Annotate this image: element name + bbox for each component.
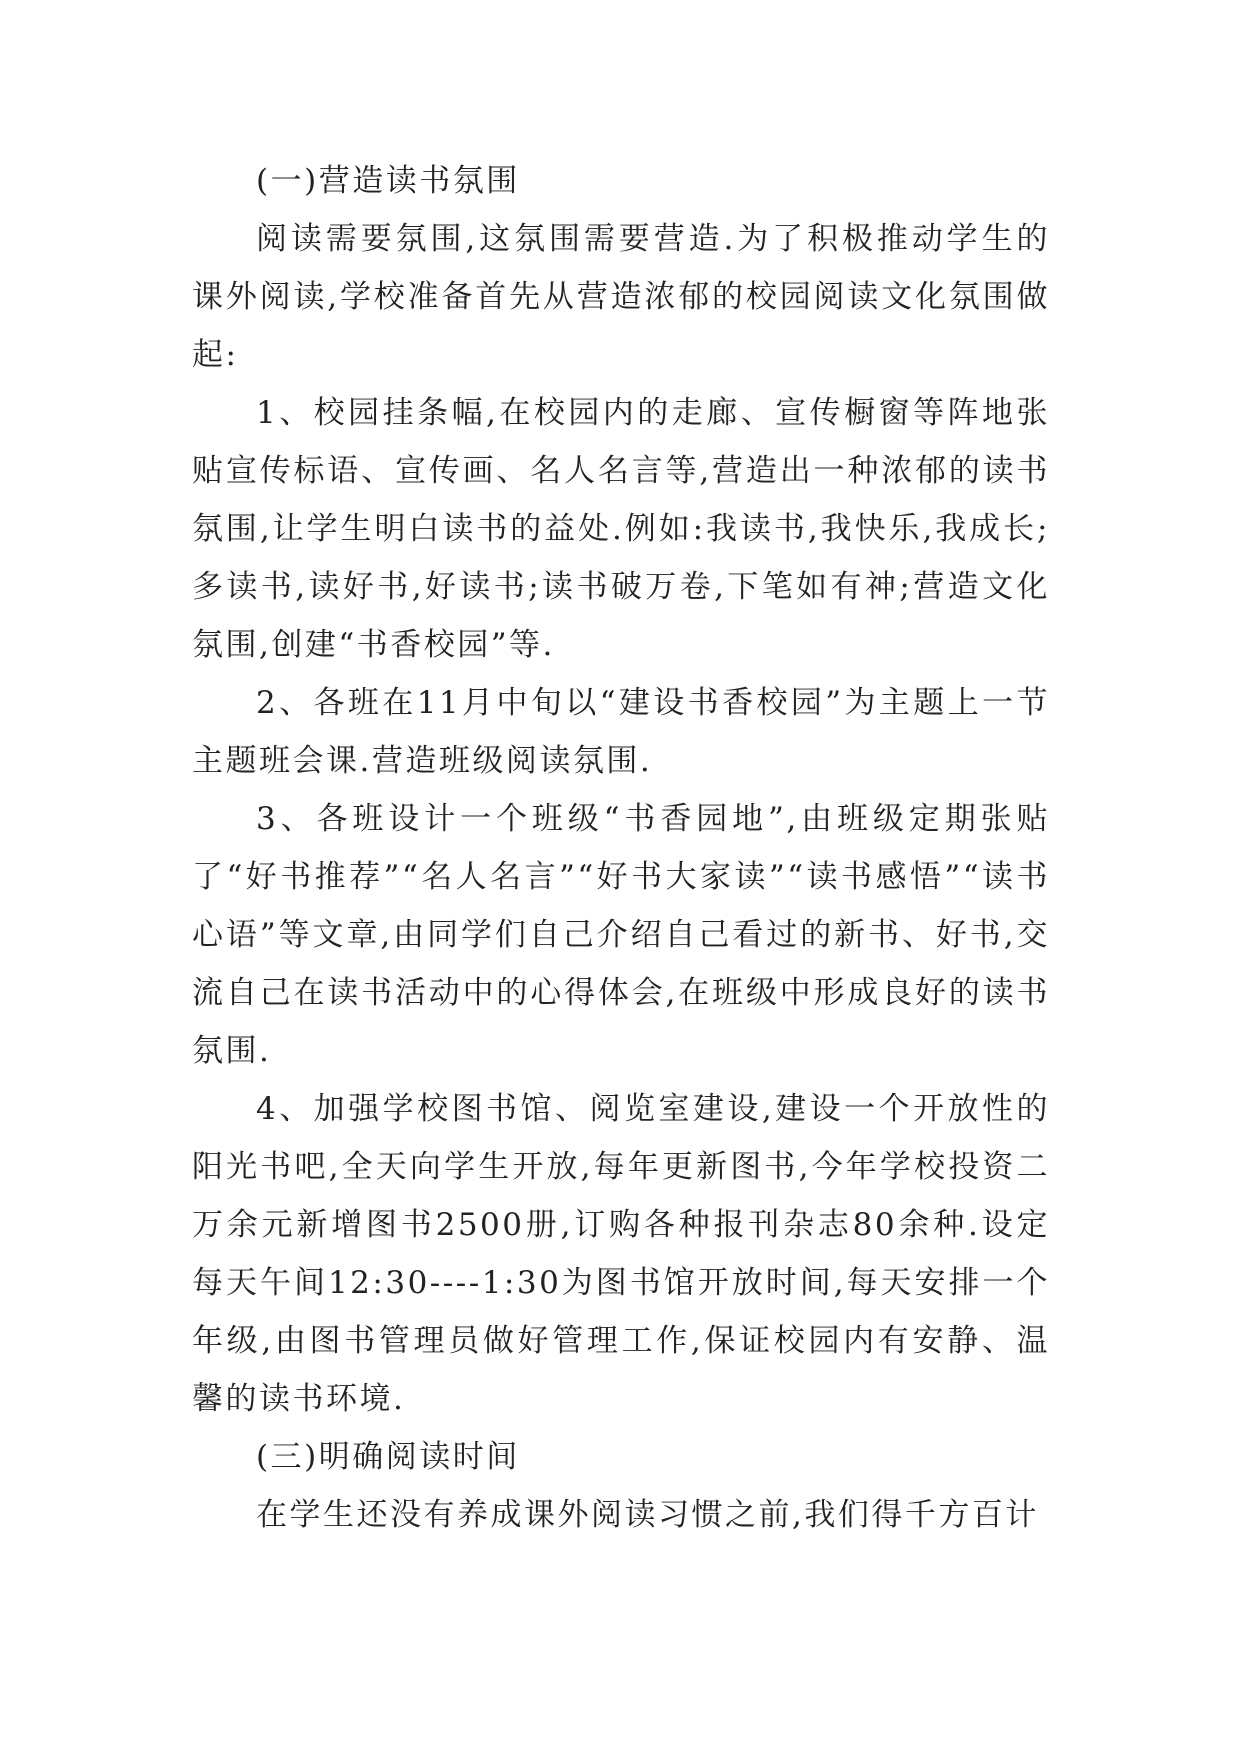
document-body (192, 152, 1050, 1544)
section-heading-reading-time: (三)明确阅读时间 (256, 1439, 520, 1475)
paragraph-item-4: 4、加强学校图书馆、阅览室建设,建设一个开放性的阳光书吧,全天向学生开放,每年更新图书,今年学校投资二万余元新增图书2500册,订购各种报刊杂志80余种.设定每天午间12:30----1:30为图书馆开放时间,每天安排一个年级,由图书管理员做好管理工作,保证校园内有安静、温馨的读书环境. (192, 1091, 1050, 1417)
paragraph-intro: 阅读需要氛围,这氛围需要营造.为了积极推动学生的课外阅读,学校准备首先从营造浓郁的校园阅读文化氛围做起: (192, 221, 1050, 373)
section-heading-atmosphere: (一)营造读书氛围 (256, 163, 520, 199)
paragraph-item-3: 3、各班设计一个班级“书香园地”,由班级定期张贴了“好书推荐”“名人名言”“好书大家读”“读书感悟”“读书心语”等文章,由同学们自己介绍自己看过的新书、好书,交流自己在读书活动中的心得体会,在班级中形成良好的读书氛围. (192, 801, 1050, 1069)
paragraph-reading-time: 在学生还没有养成课外阅读习惯之前,我们得千方百计 (256, 1497, 1039, 1533)
paragraph-item-2: 2、各班在11月中旬以“建设书香校园”为主题上一节主题班会课.营造班级阅读氛围. (192, 685, 1050, 779)
paragraph-item-1: 1、校园挂条幅,在校园内的走廊、宣传橱窗等阵地张贴宣传标语、宣传画、名人名言等,营造出一种浓郁的读书氛围,让学生明白读书的益处.例如:我读书,我快乐,我成长;多读书,读好书,好读书;读书破万卷,下笔如有神;营造文化氛围,创建“书香校园”等. (192, 395, 1050, 663)
